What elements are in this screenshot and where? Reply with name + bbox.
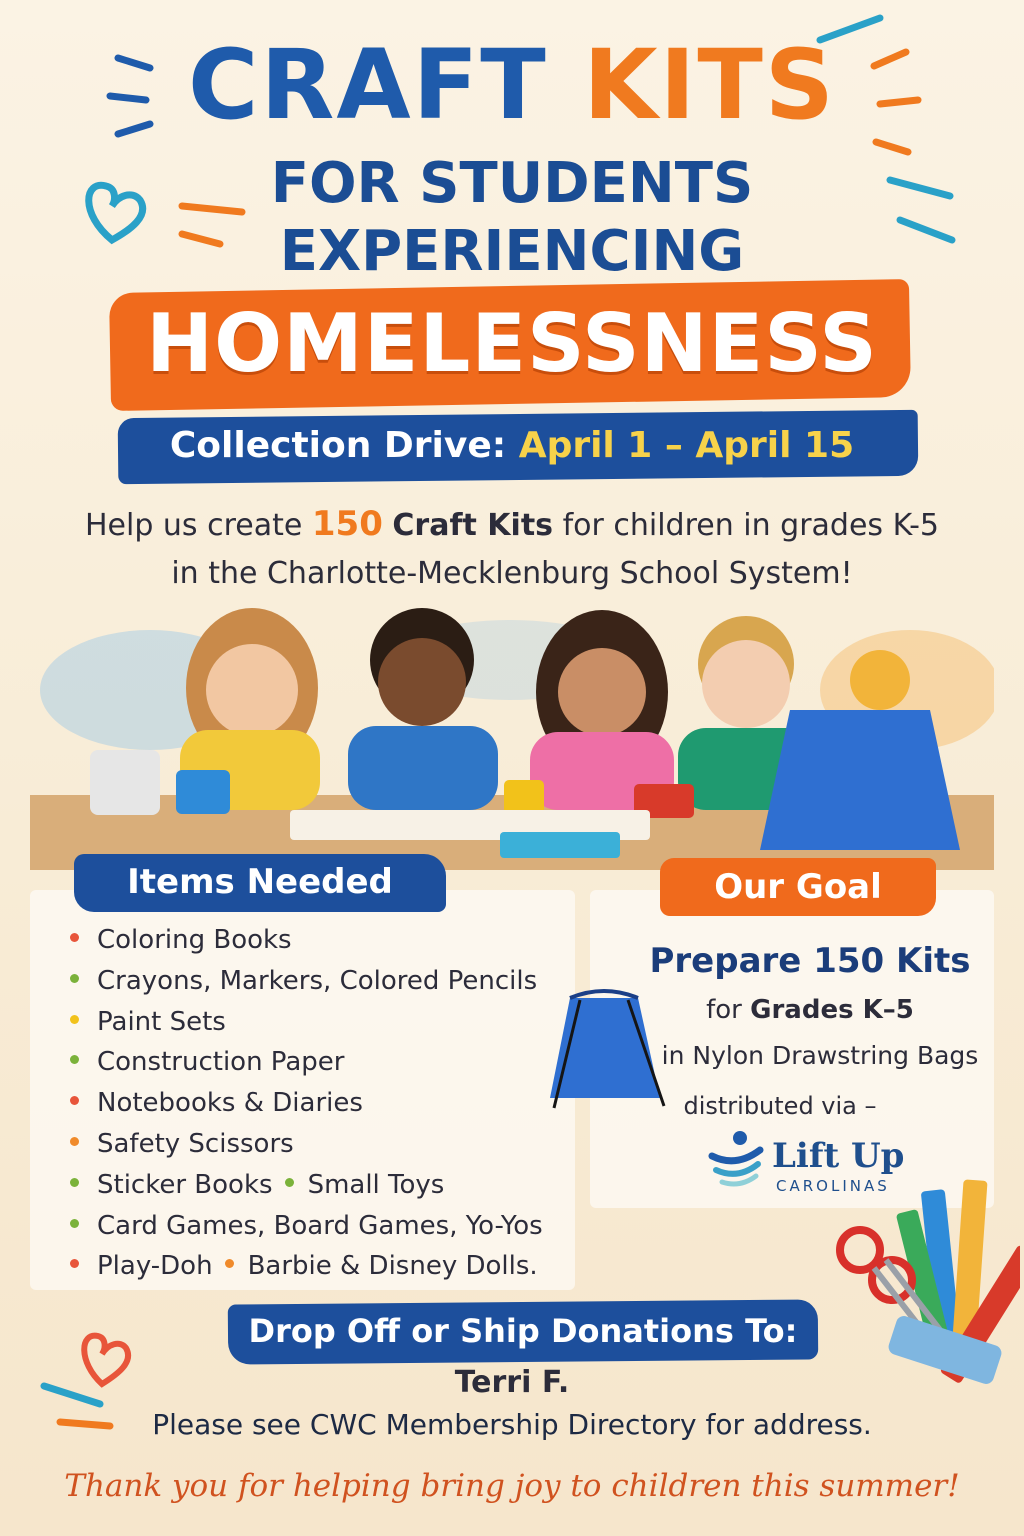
list-item bbox=[70, 1042, 590, 1083]
lift-up-logo-name: Lift Up bbox=[772, 1136, 905, 1176]
goal-bags: in Nylon Drawstring Bags bbox=[661, 1041, 979, 1070]
dropoff-address: Please see CWC Membership Directory for address. bbox=[152, 1408, 872, 1441]
title-line-experiencing: EXPERIENCING bbox=[279, 219, 745, 284]
list-item bbox=[70, 1206, 590, 1247]
intro-part2: for children in grades K-5 bbox=[562, 508, 940, 543]
list-item bbox=[70, 1124, 590, 1165]
intro-kits: Craft Kits bbox=[392, 508, 554, 543]
item-text: Construction Paper bbox=[97, 1047, 345, 1078]
item-text: Paint Sets bbox=[97, 1006, 226, 1037]
children-crafting-photo bbox=[30, 600, 994, 870]
intro-text bbox=[40, 500, 984, 598]
bullet-dot-icon bbox=[70, 1259, 79, 1268]
title-kits: KITS bbox=[583, 29, 836, 141]
items-title: Items Needed bbox=[127, 862, 393, 902]
list-item bbox=[70, 1246, 590, 1287]
bullet-dot-icon bbox=[70, 933, 79, 942]
item-text: Notebooks & Diaries bbox=[97, 1088, 363, 1119]
intro-line2: in the Charlotte-Mecklenburg School System! bbox=[171, 556, 853, 591]
bullet-dot-icon bbox=[70, 1178, 79, 1187]
item-text: Card Games, Board Games, Yo-Yos bbox=[97, 1210, 543, 1241]
item-text: Sticker Books bbox=[97, 1169, 273, 1200]
brush-stroke bbox=[876, 142, 908, 152]
bullet-dot-icon bbox=[70, 974, 79, 983]
item-text: Coloring Books bbox=[97, 925, 292, 955]
goal-grades-pre: for bbox=[706, 995, 742, 1025]
drive-dates: April 1 – April 15 bbox=[518, 425, 855, 466]
dropoff-name: Terri F. bbox=[454, 1365, 570, 1400]
item-text: Play-Doh bbox=[97, 1251, 213, 1282]
bullet-dot-icon bbox=[70, 1055, 79, 1064]
title-line-students: FOR STUDENTS bbox=[270, 151, 754, 216]
drive-label: Collection Drive: bbox=[169, 425, 507, 466]
title-main bbox=[0, 30, 1024, 140]
list-item bbox=[70, 920, 590, 961]
thank-you-message: Thank you for helping bring joy to children this summer! bbox=[64, 1468, 960, 1504]
item-text: Safety Scissors bbox=[97, 1128, 294, 1159]
list-item bbox=[70, 1165, 590, 1206]
bullet-dot-icon bbox=[70, 1015, 79, 1024]
title-craft: CRAFT bbox=[188, 29, 548, 141]
collection-drive bbox=[0, 420, 1024, 472]
bullet-dot-icon bbox=[70, 1137, 79, 1146]
goal-kits: Prepare 150 Kits bbox=[649, 941, 971, 981]
items-list bbox=[70, 920, 590, 1287]
item-extra-text: Barbie & Disney Dolls. bbox=[247, 1251, 538, 1282]
bullet-dot-icon bbox=[70, 1219, 79, 1228]
goal-title: Our Goal bbox=[714, 867, 882, 907]
lift-up-logo-icon bbox=[706, 1128, 768, 1190]
goal-grades bbox=[620, 990, 1000, 1030]
item-extra-text: Small Toys bbox=[307, 1169, 445, 1200]
list-item bbox=[70, 961, 590, 1002]
bullet-dot-icon bbox=[285, 1178, 294, 1187]
list-item bbox=[70, 1002, 590, 1043]
intro-part1: Help us create bbox=[84, 508, 303, 543]
list-item bbox=[70, 1083, 590, 1124]
item-text: Crayons, Markers, Colored Pencils bbox=[97, 965, 538, 996]
bullet-dot-icon bbox=[70, 1096, 79, 1105]
intro-count: 150 bbox=[311, 504, 383, 544]
dropoff-title: Drop Off or Ship Donations To: bbox=[248, 1312, 798, 1350]
goal-distributed: distributed via – bbox=[683, 1092, 877, 1120]
lift-up-logo-sub: CAROLINAS bbox=[776, 1177, 890, 1195]
goal-grades-bold: Grades K–5 bbox=[750, 995, 914, 1025]
bullet-dot-icon bbox=[225, 1259, 234, 1268]
title-homelessness: HOMELESSNESS bbox=[146, 297, 878, 390]
